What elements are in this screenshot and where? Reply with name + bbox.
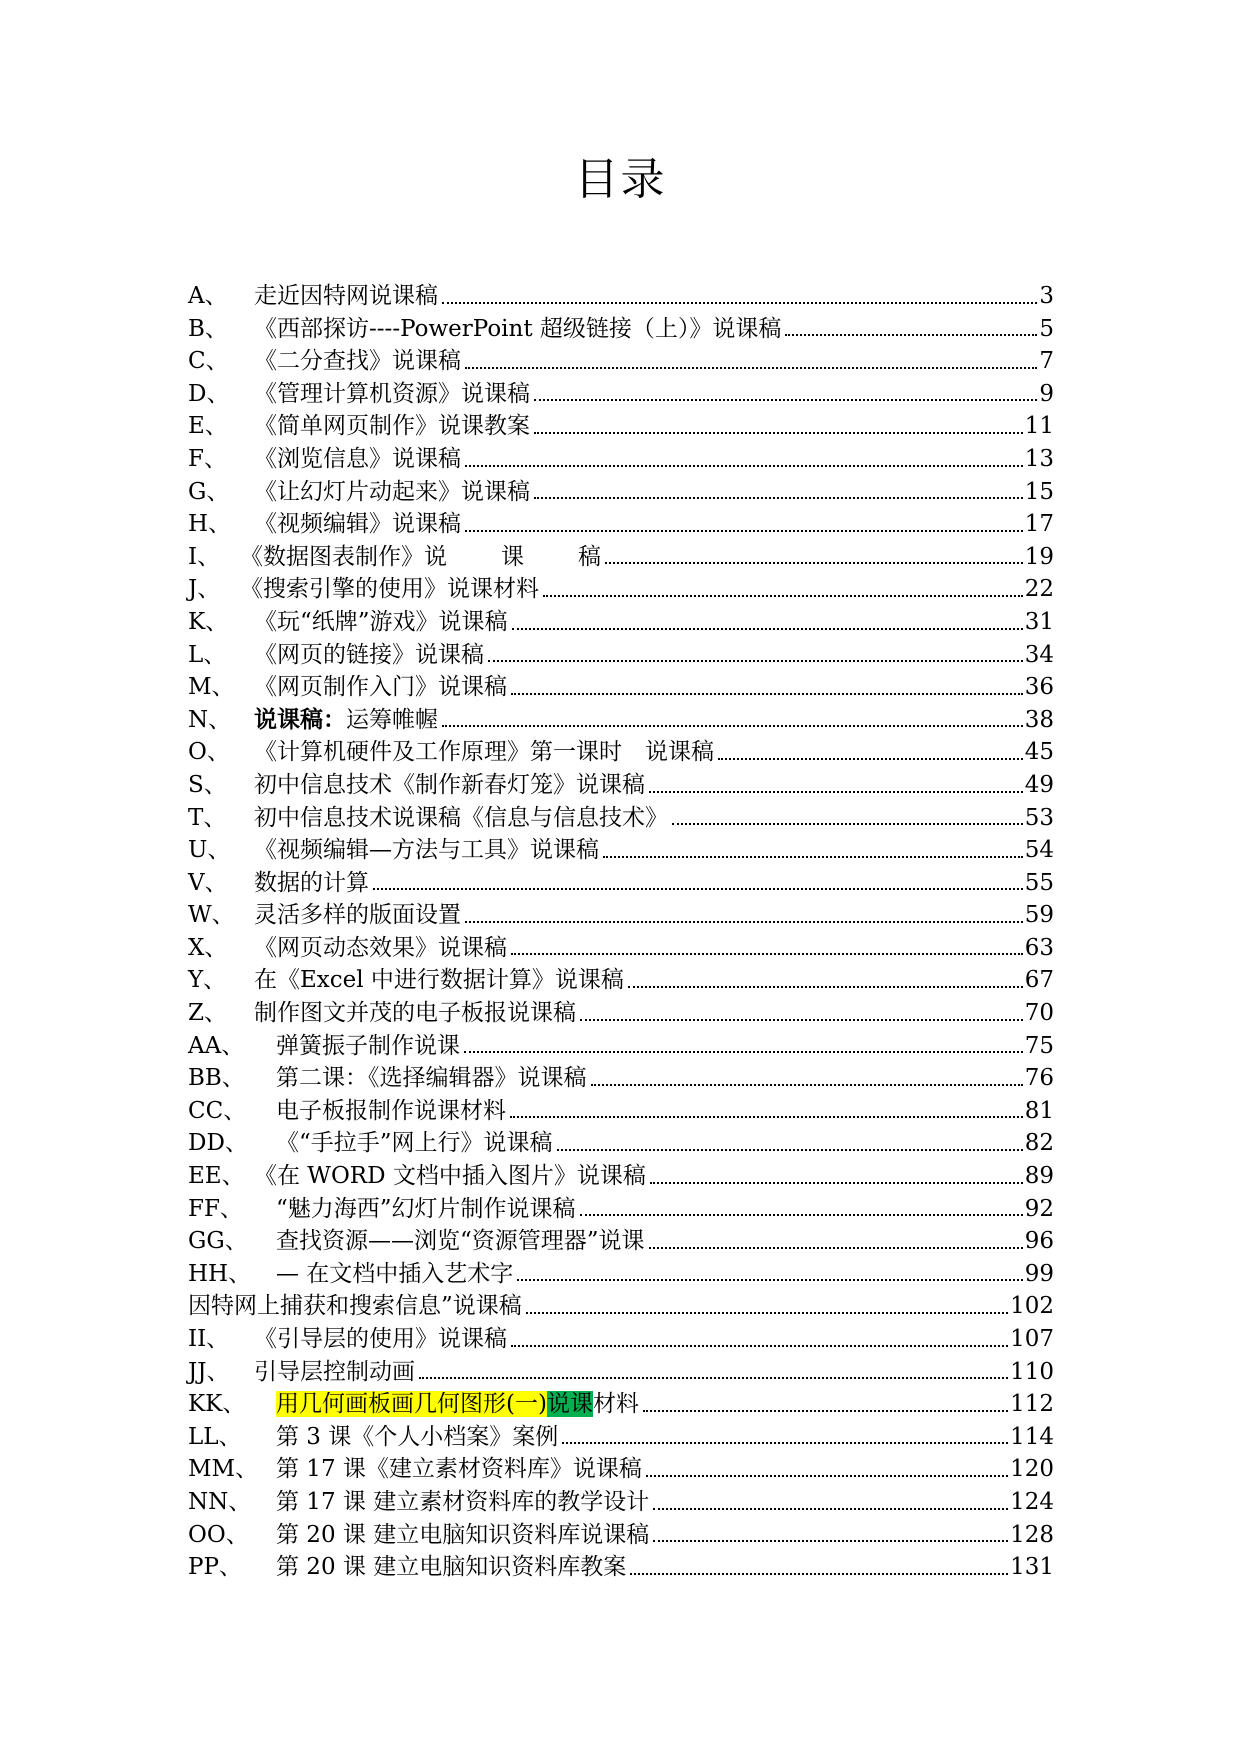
toc-entry-title: 《简单网页制作》说课教案 bbox=[254, 413, 530, 440]
toc-entry-number: EE、 bbox=[188, 1163, 245, 1190]
toc-entry[interactable] bbox=[188, 313, 1054, 346]
toc-entry[interactable] bbox=[188, 899, 1054, 932]
toc-entry-number: O、 bbox=[188, 739, 230, 766]
toc-entry-number: BB、 bbox=[188, 1065, 245, 1092]
toc-entry-page: 45 bbox=[1024, 739, 1054, 766]
toc-entry-number: AA、 bbox=[188, 1032, 245, 1059]
toc-entry-page: 53 bbox=[1024, 804, 1054, 831]
toc-entry-number: LL、 bbox=[188, 1423, 242, 1450]
toc-entry-title: 因特网上捕获和搜索信息”说课稿 bbox=[188, 1293, 522, 1320]
toc-entry[interactable] bbox=[188, 1095, 1054, 1128]
toc-entry[interactable] bbox=[188, 932, 1054, 965]
toc-entry-page: 76 bbox=[1024, 1065, 1054, 1092]
toc-entry[interactable] bbox=[188, 769, 1054, 802]
toc-entry-number: DD、 bbox=[188, 1130, 248, 1157]
toc-entry-page: 9 bbox=[1039, 380, 1054, 407]
toc-entry-title: 查找资源——浏览“资源管理器”说课 bbox=[276, 1228, 645, 1255]
highlighted-text-yellow: 用几何画板画几何图形(一) bbox=[276, 1391, 547, 1418]
toc-entry-page: 124 bbox=[1010, 1488, 1054, 1515]
dot-leader bbox=[649, 1247, 1023, 1249]
toc-entry-number: MM、 bbox=[188, 1456, 259, 1483]
toc-entry-number: E、 bbox=[188, 413, 228, 440]
toc-entry-title bbox=[276, 1388, 639, 1420]
toc-entry[interactable] bbox=[188, 1258, 1054, 1291]
dot-leader bbox=[488, 660, 1023, 662]
toc-entry-number: T、 bbox=[188, 804, 227, 831]
dot-leader bbox=[534, 432, 1023, 434]
toc-entry-page: 107 bbox=[1010, 1326, 1054, 1352]
toc-entry-title: 第 17 课《建立素材资料库》说课稿 bbox=[276, 1456, 642, 1483]
toc-entry-number: JJ、 bbox=[188, 1358, 230, 1385]
toc-entry-number: H、 bbox=[188, 511, 232, 538]
toc-entry-title: 《玩“纸牌”游戏》说课稿 bbox=[254, 608, 508, 635]
toc-entry-page: 128 bbox=[1010, 1521, 1054, 1548]
toc-entry-page: 114 bbox=[1010, 1423, 1054, 1450]
toc-entry-title: 数据的计算 bbox=[254, 869, 369, 896]
toc-entry-page: 13 bbox=[1024, 445, 1054, 472]
dot-leader bbox=[557, 1149, 1023, 1151]
dot-leader bbox=[591, 1084, 1023, 1086]
toc-entry-title: 《网页制作入门》说课稿 bbox=[254, 674, 507, 701]
toc-entry-page: 75 bbox=[1024, 1032, 1054, 1059]
dot-leader bbox=[465, 921, 1023, 923]
toc-entry-title: 《搜索引擎的使用》说课材料 bbox=[240, 576, 539, 603]
toc-entry[interactable] bbox=[188, 410, 1054, 443]
toc-entry-number: B、 bbox=[188, 315, 228, 342]
toc-entry-number: OO、 bbox=[188, 1521, 249, 1548]
toc-entry-title: 《引导层的使用》说课稿 bbox=[254, 1326, 507, 1352]
toc-entry-number: D、 bbox=[188, 380, 230, 407]
dot-leader bbox=[628, 986, 1023, 988]
toc-entry-number: PP、 bbox=[188, 1554, 242, 1581]
dot-leader bbox=[672, 823, 1023, 825]
toc-entry[interactable] bbox=[188, 1290, 1054, 1323]
toc-entry-page: 92 bbox=[1024, 1195, 1054, 1222]
dot-leader bbox=[442, 302, 1037, 304]
dot-leader bbox=[603, 856, 1023, 858]
toc-entry-title: 《计算机硬件及工作原理》第一课时 说课稿 bbox=[254, 739, 714, 766]
toc-entry[interactable] bbox=[188, 1421, 1054, 1454]
dot-leader bbox=[511, 1345, 1008, 1347]
dot-leader bbox=[580, 1214, 1023, 1216]
toc-entry-page: 3 bbox=[1039, 283, 1054, 309]
dot-leader bbox=[718, 758, 1023, 760]
toc-entry[interactable] bbox=[188, 1062, 1054, 1095]
toc-entry-page: 99 bbox=[1024, 1260, 1054, 1287]
toc-entry[interactable] bbox=[188, 280, 1054, 313]
toc-entry-title bbox=[254, 704, 438, 736]
toc-entry-page: 89 bbox=[1024, 1163, 1054, 1190]
toc-entry-page: 110 bbox=[1010, 1358, 1054, 1385]
toc-entry-page: 49 bbox=[1024, 771, 1054, 798]
toc-entry[interactable] bbox=[188, 1225, 1054, 1258]
toc-entry-title: 《让幻灯片动起来》说课稿 bbox=[254, 478, 530, 505]
toc-entry-number: II、 bbox=[188, 1326, 230, 1352]
toc-entry-title: 第二课：《选择编辑器》说课稿 bbox=[276, 1065, 587, 1092]
toc-entry-title: 第 3 课《个人小档案》案例 bbox=[276, 1423, 559, 1450]
toc-entry-page: 120 bbox=[1010, 1456, 1054, 1483]
dot-leader bbox=[510, 1116, 1023, 1118]
dot-leader bbox=[511, 693, 1023, 695]
toc-entry-page: 70 bbox=[1024, 1000, 1054, 1027]
dot-leader bbox=[464, 1051, 1023, 1053]
toc-entry[interactable] bbox=[188, 671, 1054, 704]
toc-entry[interactable] bbox=[188, 443, 1054, 476]
toc-entry[interactable] bbox=[188, 573, 1054, 606]
toc-entry-number: CC、 bbox=[188, 1097, 247, 1124]
toc-entry-page: 34 bbox=[1024, 641, 1054, 668]
toc-entry-page: 17 bbox=[1024, 511, 1054, 538]
toc-entry-number: X、 bbox=[188, 934, 228, 961]
toc-entry-page: 82 bbox=[1024, 1130, 1054, 1157]
toc-entry-title: 《西部探访----PowerPoint 超级链接（上）》说课稿 bbox=[254, 315, 782, 342]
dot-leader bbox=[580, 1019, 1023, 1021]
toc-entry-title: 初中信息技术《制作新春灯笼》说课稿 bbox=[254, 771, 645, 798]
dot-leader bbox=[517, 1279, 1022, 1281]
toc-entry-title-bold: 说课稿： bbox=[254, 705, 346, 733]
toc-entry-number: M、 bbox=[188, 674, 235, 701]
toc-entry-page: 36 bbox=[1024, 674, 1054, 701]
toc-entry[interactable] bbox=[188, 964, 1054, 997]
dot-leader bbox=[465, 530, 1023, 532]
toc-entry[interactable] bbox=[188, 1193, 1054, 1226]
dot-leader bbox=[373, 888, 1023, 890]
toc-entry-title: 第 20 课 建立电脑知识资料库教案 bbox=[276, 1554, 627, 1581]
toc-entry-number: J、 bbox=[188, 576, 221, 603]
dot-leader bbox=[512, 628, 1023, 630]
toc-entry-number: N、 bbox=[188, 706, 232, 733]
toc-entry-title-part: 稿 bbox=[578, 543, 601, 570]
toc-entry-title: 《“手拉手”网上行》说课稿 bbox=[276, 1130, 553, 1157]
toc-entry-page: 38 bbox=[1024, 706, 1054, 733]
toc-entry-title: 第 20 课 建立电脑知识资料库说课稿 bbox=[276, 1521, 650, 1548]
toc-entry-title: 《网页的链接》说课稿 bbox=[254, 641, 484, 668]
toc-entry[interactable] bbox=[188, 1519, 1054, 1552]
toc-entry-page: 31 bbox=[1024, 608, 1054, 635]
dot-leader bbox=[643, 1410, 1008, 1412]
toc-entry-number: GG、 bbox=[188, 1228, 248, 1255]
toc-entry-number: Y、 bbox=[188, 967, 227, 994]
toc-entry-title: 引导层控制动画 bbox=[254, 1358, 415, 1385]
toc-entry[interactable] bbox=[188, 508, 1054, 541]
toc-entry[interactable] bbox=[188, 378, 1054, 411]
toc-entry[interactable] bbox=[188, 1030, 1054, 1063]
toc-entry-title-part: 运筹帷幄 bbox=[346, 706, 438, 733]
toc-entry-page: 96 bbox=[1024, 1228, 1054, 1255]
toc-entry[interactable] bbox=[188, 345, 1054, 378]
toc-entry-title: 《网页动态效果》说课稿 bbox=[254, 934, 507, 961]
toc-entry[interactable] bbox=[188, 1453, 1054, 1486]
dot-leader bbox=[534, 399, 1037, 401]
toc-entry-page: 5 bbox=[1039, 315, 1054, 342]
toc-entry[interactable] bbox=[188, 997, 1054, 1030]
toc-entry-page: 7 bbox=[1039, 348, 1054, 375]
toc-entry-number: U、 bbox=[188, 837, 231, 864]
toc-entry-number: FF、 bbox=[188, 1195, 243, 1222]
toc-entry-page: 81 bbox=[1024, 1097, 1054, 1124]
toc-entry-number: Z、 bbox=[188, 1000, 227, 1027]
toc-entry-title: 初中信息技术说课稿《信息与信息技术》 bbox=[254, 804, 668, 831]
dot-leader bbox=[646, 1475, 1008, 1477]
toc-entry[interactable] bbox=[188, 1388, 1054, 1421]
dot-leader bbox=[562, 1442, 1008, 1444]
highlighted-text-green: 说课 bbox=[546, 1391, 593, 1418]
toc-entry-title: 电子板报制作说课材料 bbox=[276, 1097, 506, 1124]
toc-entry-title bbox=[240, 541, 601, 573]
toc-entry[interactable] bbox=[188, 1160, 1054, 1193]
toc-entry-page: 59 bbox=[1024, 902, 1054, 929]
toc-entry-title: 《二分查找》说课稿 bbox=[254, 348, 461, 375]
toc-entry-title: 在《Excel 中进行数据计算》说课稿 bbox=[254, 967, 624, 994]
dot-leader bbox=[442, 725, 1023, 727]
toc-entry-number: L、 bbox=[188, 641, 227, 668]
toc-entry[interactable] bbox=[188, 736, 1054, 769]
dot-leader bbox=[630, 1573, 1008, 1575]
toc-entry-number: S、 bbox=[188, 771, 227, 798]
dot-leader bbox=[511, 953, 1023, 955]
toc-entry-number: F、 bbox=[188, 445, 227, 472]
toc-entry-page: 54 bbox=[1024, 837, 1054, 864]
toc-entry[interactable] bbox=[188, 1323, 1054, 1356]
toc-entry[interactable] bbox=[188, 834, 1054, 867]
toc-entry-title: 《在 WORD 文档中插入图片》说课稿 bbox=[254, 1163, 646, 1190]
toc-entry[interactable] bbox=[188, 1486, 1054, 1519]
toc-entry-title: 制作图文并茂的电子板报说课稿 bbox=[254, 1000, 576, 1027]
toc-entry[interactable] bbox=[188, 1356, 1054, 1389]
toc-entry-number: HH、 bbox=[188, 1260, 252, 1287]
toc-entry-page: 15 bbox=[1024, 478, 1054, 505]
toc-entry-title: 弹簧振子制作说课 bbox=[276, 1032, 460, 1059]
dot-leader bbox=[649, 791, 1023, 793]
toc-entry[interactable] bbox=[188, 606, 1054, 639]
toc-entry[interactable] bbox=[188, 802, 1054, 835]
toc-entry-number: C、 bbox=[188, 348, 229, 375]
toc-entry[interactable] bbox=[188, 704, 1054, 737]
toc-entry-title: 《管理计算机资源》说课稿 bbox=[254, 380, 530, 407]
toc-entry-number: G、 bbox=[188, 478, 230, 505]
toc-entry-page: 131 bbox=[1010, 1554, 1054, 1581]
dot-leader bbox=[543, 595, 1023, 597]
toc-entry-title: “魅力海西”幻灯片制作说课稿 bbox=[276, 1195, 576, 1222]
page-title: 目录 bbox=[574, 154, 667, 205]
toc-entry[interactable] bbox=[188, 541, 1054, 574]
toc-entry-page: 63 bbox=[1024, 934, 1054, 961]
toc-entry-title: 走近因特网说课稿 bbox=[254, 283, 438, 309]
toc-entry[interactable] bbox=[188, 1551, 1054, 1584]
toc-entry-number: W、 bbox=[188, 902, 235, 929]
dot-leader bbox=[785, 334, 1037, 336]
toc-entry-number: K、 bbox=[188, 608, 229, 635]
toc-entry-number: I、 bbox=[188, 543, 221, 570]
toc-entry-page: 19 bbox=[1024, 543, 1054, 570]
dot-leader bbox=[526, 1312, 1008, 1314]
table-of-contents bbox=[188, 280, 1054, 1584]
toc-entry-page: 22 bbox=[1024, 576, 1054, 603]
dot-leader bbox=[650, 1182, 1023, 1184]
toc-entry-title: 《视频编辑》说课稿 bbox=[254, 511, 461, 538]
toc-entry[interactable] bbox=[188, 476, 1054, 509]
toc-entry-page: 102 bbox=[1010, 1293, 1054, 1320]
dot-leader bbox=[419, 1377, 1008, 1379]
toc-entry-title: 灵活多样的版面设置 bbox=[254, 902, 461, 929]
toc-entry-page: 112 bbox=[1010, 1391, 1054, 1418]
dot-leader bbox=[534, 497, 1023, 499]
toc-entry-title: 第 17 课 建立素材资料库的教学设计 bbox=[276, 1488, 650, 1515]
dot-leader bbox=[605, 562, 1023, 564]
dot-leader bbox=[465, 367, 1037, 369]
toc-entry[interactable] bbox=[188, 639, 1054, 672]
toc-entry-number: NN、 bbox=[188, 1488, 252, 1515]
toc-entry-number: A、 bbox=[188, 283, 228, 309]
toc-entry[interactable] bbox=[188, 867, 1054, 900]
toc-entry-page: 11 bbox=[1024, 413, 1054, 440]
toc-entry-title: 《浏览信息》说课稿 bbox=[254, 445, 461, 472]
dot-leader bbox=[465, 465, 1023, 467]
toc-entry-title: — 在文档中插入艺术字 bbox=[276, 1260, 514, 1287]
toc-entry-page: 67 bbox=[1024, 967, 1054, 994]
toc-entry-title: 《视频编辑—方法与工具》说课稿 bbox=[254, 837, 599, 864]
toc-entry-page: 55 bbox=[1024, 869, 1054, 896]
toc-entry-title-part: 《数据图表制作》说 bbox=[240, 543, 447, 570]
toc-entry[interactable] bbox=[188, 1127, 1054, 1160]
toc-entry-number: V、 bbox=[188, 869, 228, 896]
toc-entry-title-part: 材料 bbox=[592, 1391, 639, 1418]
toc-entry-number: KK、 bbox=[188, 1391, 246, 1418]
toc-entry-title-part: 课 bbox=[501, 543, 524, 570]
dot-leader bbox=[653, 1540, 1008, 1542]
dot-leader bbox=[653, 1508, 1008, 1510]
